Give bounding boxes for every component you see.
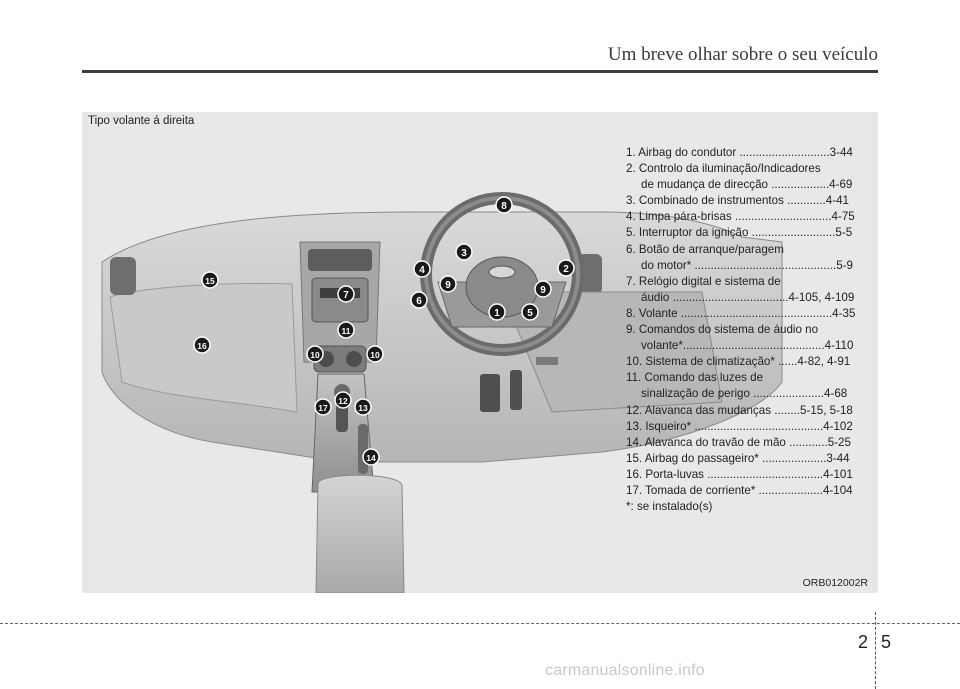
callout-6 <box>411 292 427 308</box>
page-number: 5 <box>881 632 892 652</box>
callout-10a <box>307 346 323 362</box>
callout-5 <box>522 304 538 320</box>
callout-7 <box>338 286 354 302</box>
callout-13 <box>355 399 371 415</box>
legend-item: 10. Sistema de climatização* ......4-82, 4-91 <box>626 355 851 369</box>
watermark: carmanualsonline.info <box>545 662 705 679</box>
legend-list <box>626 145 876 515</box>
legend-item: 16. Porta-luvas ....................................4-101 <box>626 467 853 481</box>
figure-caption: Tipo volante á direita <box>88 115 195 127</box>
callout-number: 8 <box>501 201 507 212</box>
legend-item: sinalização de perigo ......................4-68 <box>641 387 848 401</box>
callout-11 <box>338 322 354 338</box>
callout-1 <box>489 304 505 320</box>
callout-9a <box>440 276 456 292</box>
callout-number: 2 <box>563 264 569 275</box>
legend-item: 1. Airbag do condutor ............................3-44 <box>626 146 853 159</box>
callout-number: 16 <box>197 341 207 351</box>
legend-item: 17. Tomada de corriente* ....................4-104 <box>626 483 853 497</box>
legend-item: 3. Combinado de instrumentos ............4-41 <box>626 194 849 208</box>
legend-item: 5. Interruptor da ignição ..........................5-5 <box>626 226 853 240</box>
legend-item: 14. Alavanca do travão de mão ............5-25 <box>626 435 851 449</box>
callout-number: 9 <box>540 285 546 296</box>
header-rule <box>82 70 878 73</box>
callout-number: 4 <box>419 265 425 276</box>
callout-4 <box>414 261 430 277</box>
legend-item: 8. Volante ...............................................4-35 <box>626 306 856 320</box>
callout-number: 7 <box>343 290 349 301</box>
legend-item: volante*............................................4-110 <box>641 339 854 353</box>
legend-item: 2. Controlo da iluminação/Indicadores <box>626 162 821 176</box>
callout-14 <box>363 449 379 465</box>
callout-number: 6 <box>416 296 422 307</box>
callout-number: 10 <box>370 350 380 360</box>
legend-item: 15. Airbag do passageiro* ....................3-44 <box>626 451 850 465</box>
callout-2 <box>558 260 574 276</box>
legend-item: 13. Isqueiro* ........................................4-102 <box>626 419 853 433</box>
callout-15 <box>202 272 218 288</box>
callout-8 <box>496 197 512 213</box>
legend-item: 6. Botão de arranque/paragem <box>626 242 784 256</box>
callout-number: 5 <box>527 308 533 319</box>
callout-3 <box>456 244 472 260</box>
legend-item: 9. Comandos do sistema de áudio no <box>626 323 819 337</box>
callout-number: 3 <box>461 248 467 259</box>
legend-item: 11. Comando das luzes de <box>626 371 764 385</box>
legend-item: 4. Limpa pára-brisas ..............................4-75 <box>626 210 855 224</box>
figure-panel <box>82 112 878 593</box>
callout-number: 12 <box>338 396 348 406</box>
legend-item: do motor* ............................................5-9 <box>641 258 853 272</box>
legend-item: 12. Alavanca das mudanças ........5-15, 5-18 <box>626 403 853 417</box>
legend-item: de mudança de direcção ..................4-69 <box>641 178 853 192</box>
callout-number: 1 <box>494 308 500 319</box>
page-footer-rule <box>0 623 960 624</box>
callout-number: 17 <box>318 403 328 413</box>
callout-number: 13 <box>358 403 368 413</box>
legend-item: 7. Relógio digital e sistema de <box>626 274 781 288</box>
chapter-number: 2 <box>858 632 869 652</box>
figure-code: ORB012002R <box>802 577 868 589</box>
page-header-title: Um breve olhar sobre o seu veículo <box>607 44 878 65</box>
callout-number: 11 <box>341 326 351 336</box>
callout-9b <box>535 281 551 297</box>
legend-item: áudio ....................................4-105, 4-109 <box>641 290 855 304</box>
callout-number: 15 <box>205 276 215 286</box>
legend-footnote: *: se instalado(s) <box>626 500 713 514</box>
page-number-divider <box>875 612 877 689</box>
callout-17 <box>315 399 331 415</box>
callout-10b <box>367 346 383 362</box>
callout-12 <box>335 392 351 408</box>
callout-number: 10 <box>310 350 320 360</box>
callout-16 <box>194 337 210 353</box>
callout-number: 14 <box>366 453 376 463</box>
callout-number: 9 <box>445 280 451 291</box>
